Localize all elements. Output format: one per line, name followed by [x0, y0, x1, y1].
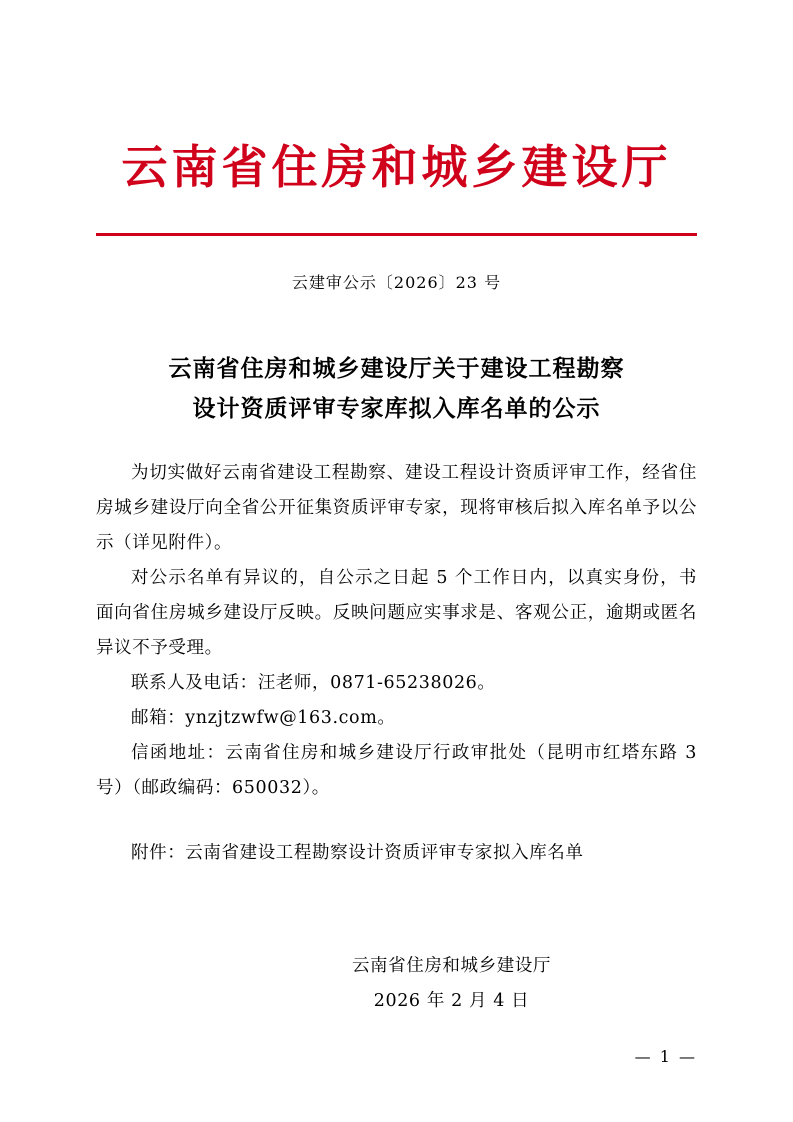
page-number: — 1 — — [634, 1047, 697, 1066]
page-title-line-1: 云南省住房和城乡建设厅关于建设工程勘察 — [168, 355, 625, 383]
letterhead-divider — [96, 233, 697, 236]
contact-address-line: 信函地址：云南省住房和城乡建设厅行政审批处（昆明市红塔东路 3 号）（邮政编码：650032）。 — [96, 742, 697, 798]
attachment-line: 附件：云南省建设工程勘察设计资质评审专家拟入库名单 — [131, 842, 584, 863]
document-body — [96, 456, 697, 871]
signer-name: 云南省住房和城乡建设厅 — [351, 955, 552, 976]
letterhead — [96, 0, 697, 236]
contact-email-line: 邮箱：ynzjtzwfw@163.com。 — [131, 707, 396, 728]
page-title-line-2: 设计资质评审专家库拟入库名单的公示 — [192, 395, 601, 423]
issuing-organization-title: 云南省住房和城乡建设厅 — [121, 140, 672, 194]
signature-block — [96, 949, 697, 1019]
signed-date: 2026 年 2 月 4 日 — [373, 990, 530, 1011]
page-title — [96, 349, 697, 430]
body-paragraph: 为切实做好云南省建设工程勘察、建设工程设计资质评审工作，经省住房城乡建设厅向全省公开征集资质评审专家，现将审核后拟入库名单予以公示（详见附件）。 — [96, 462, 697, 553]
body-paragraph: 对公示名单有异议的，自公示之日起 5 个工作日内，以真实身份，书面向省住房城乡建设厅反映。反映问题应实事求是、客观公正，逾期或匿名异议不予受理。 — [96, 567, 697, 658]
document-number: 云建审公示〔2026〕23 号 — [291, 273, 502, 293]
contact-phone-line: 联系人及电话：汪老师，0871-65238026。 — [131, 672, 496, 693]
